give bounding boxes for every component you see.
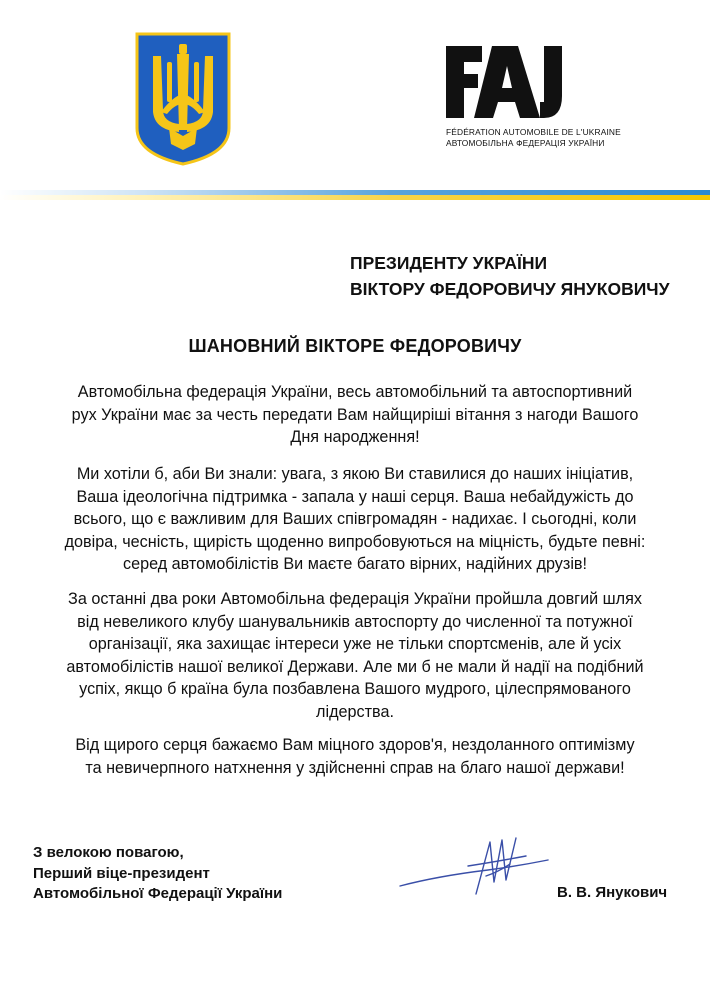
header-stripe-yellow — [0, 195, 710, 200]
coat-of-arms-icon — [133, 32, 233, 166]
closing-organization: Автомобільної Федерації України — [33, 885, 283, 902]
handwritten-signature — [398, 836, 550, 898]
signer-name: В. В. Янукович — [557, 884, 668, 901]
paragraph-line: довіра, чесність, щирість щоденно випробовуються на міцність, будьте певні: — [64, 532, 646, 551]
closing-block — [33, 843, 282, 905]
closing-position: Перший віце-президент — [33, 864, 210, 882]
letter-paragraph-2 — [25, 463, 685, 576]
paragraph-line: рух України має за честь передати Вам найщиріші вітання з нагоди Вашого — [71, 405, 639, 424]
letter-paragraph-1 — [25, 381, 685, 449]
paragraph-line: всього, що є важливим для Ваших співгромадян - надихає. І сьогодні, коли — [73, 510, 637, 529]
addressee-name: ВІКТОРУ ФЕДОРОВИЧУ ЯНУКОВИЧУ — [350, 279, 670, 299]
paragraph-line: Від щирого серця бажаємо Вам міцного здоров'я, нездоланного оптимізму — [75, 736, 635, 754]
paragraph-line: За останні два роки Автомобільна федерація України пройшла довгий шлях — [68, 590, 642, 608]
paragraph-line: організації, яка захищає інтереси уже не тільки спортсменів, але й усіх — [88, 635, 622, 654]
paragraph-line: Ваша ідеологічна підтримка - запала у наші серця. Ваша небайдужість до — [76, 487, 634, 506]
addressee-title: ПРЕЗИДЕНТУ УКРАЇНИ — [350, 253, 548, 273]
paragraph-line: серед автомобілістів Ви маєте багато вірних, надійних друзів! — [122, 555, 588, 574]
addressee-block — [350, 250, 669, 302]
paragraph-line: Автомобільна федерація України, весь автомобільний та автоспортивний — [77, 383, 633, 401]
paragraph-line: Ми хотіли б, аби Ви знали: увага, з якою Ви ставилися до наших ініціатив, — [76, 465, 634, 483]
paragraph-line: успіх, якщо б країна була позбавлена Вашого мудрого, цілеспрямованого — [79, 680, 631, 699]
closing-regards: З велокою повагою, — [33, 844, 184, 861]
fau-logo-mark — [446, 44, 576, 120]
salutation: ШАНОВНИЙ ВІКТОРЕ ФЕДОРОВИЧУ — [188, 336, 522, 356]
logo-name-french: FÉDÉRATION AUTOMOBILE DE L'UKRAINE — [446, 127, 621, 137]
logo-name-ukrainian: АВТОМОБІЛЬНА ФЕДЕРАЦІЯ УКРАЇНИ — [446, 138, 605, 148]
fau-logo — [446, 44, 621, 156]
paragraph-line: та невичерпного натхнення у здійсненні справ на благо нашої держави! — [85, 758, 625, 777]
paragraph-line: лідерства. — [316, 702, 394, 721]
paragraph-line: від невеликого клубу шанувальників автоспорту до численної та потужної — [77, 612, 633, 631]
paragraph-line: автомобілістів нашої великої Держави. Але ми б не мали й надії на подібний — [66, 657, 644, 676]
paragraph-line: Дня народження! — [290, 428, 420, 447]
letter-paragraph-3 — [25, 588, 685, 724]
letter-paragraph-4 — [25, 734, 685, 779]
